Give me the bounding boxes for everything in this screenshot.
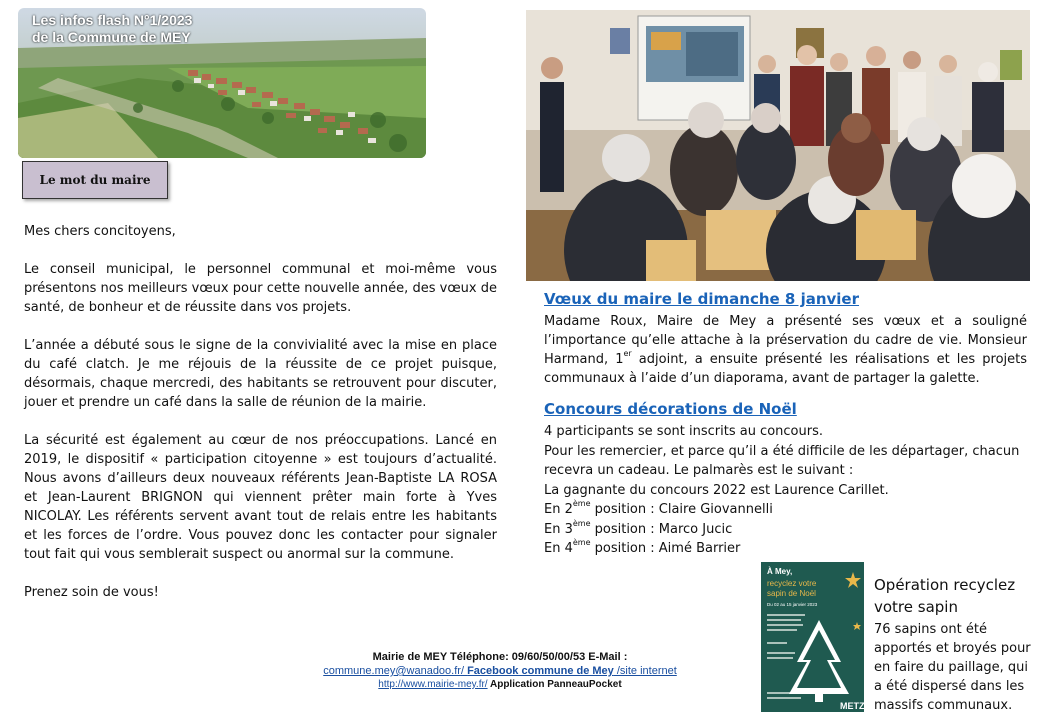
footer-separator: / [460, 665, 468, 677]
poster-brand: METZ [840, 701, 864, 711]
letter-paragraph-2: L’année a débuté sous le signe de la convivialité avec la mise en place du café clatch. Je me réjouis de la réussite de ce projet puisque, désormais, chaque mercredi, des habitants se retrouvent pour discuter, jouer et prendre un café dans la salle de réunion de la mairie. [24, 338, 497, 410]
footer-contact [280, 650, 720, 692]
concours-line-remerciements: Pour les remercier, et parce qu’il a été difficile de les départager, chacun recevra un cadeau. Le palmarès est le suivant : [544, 443, 1020, 478]
poster-headline-1: recyclez votre [767, 579, 817, 588]
rank-2-name: position : Claire Giovannelli [590, 502, 773, 517]
newsletter-title [32, 12, 292, 46]
voeux-text-part-b: adjoint, a ensuite présenté les réalisations et les projets communaux à l’aide d’un diaporama, avant de partager la galette. [544, 352, 1027, 386]
mot-du-maire-label: Le mot du maire [22, 161, 168, 199]
newsletter-title-line2: de la Commune de MEY [32, 29, 191, 45]
poster-headline-2: sapin de Noël [767, 589, 816, 598]
rank-3-prefix: En 3 [544, 521, 573, 537]
concours-rank-4 [544, 539, 1027, 559]
voeux-section-text [544, 312, 1027, 388]
rank-4-prefix: En 4 [544, 541, 573, 556]
letter-paragraph-1: Le conseil municipal, le personnel communal et moi-même vous présentons nos meilleurs vœux pour cette nouvelle année, des vœux de santé, de bonheur et de réussite dans vos projets. [24, 262, 497, 315]
concours-rank-2 [544, 500, 1027, 520]
poster-town: À Mey, [767, 567, 793, 576]
concours-line-participants: 4 participants se sont inscrits au concours. [544, 424, 823, 439]
recycle-text: 76 sapins ont été apportés et broyés pour en faire du paillage, qui a été dispersé dans les massifs communaux. [874, 622, 1031, 713]
voeux-event-photo [526, 10, 1030, 281]
footer-facebook-link[interactable]: Facebook commune de Mey [467, 665, 614, 677]
newsletter-title-line1: Les infos flash N°1/2023 [32, 12, 193, 28]
letter-closing: Prenez soin de vous! [24, 585, 159, 600]
footer-email-link[interactable]: commune.mey@wanadoo.fr [323, 665, 461, 677]
footer-site-label: /site internet [613, 665, 677, 677]
rank-3-name: position : Marco Jucic [590, 521, 733, 537]
concours-section-text [544, 422, 1027, 559]
recycle-title: Opération recyclez votre sapin [874, 576, 1016, 616]
footer-mairie-line: Mairie de MEY Téléphone: 09/60/50/00/53 E-Mail : [372, 651, 628, 663]
concours-section-title: Concours décorations de Noël [544, 400, 797, 418]
rank-2-superscript: ème [572, 499, 591, 508]
rank-4-name: position : Aimé Barrier [590, 541, 741, 556]
mayor-letter [24, 222, 497, 621]
voeux-text-superscript: er [623, 349, 632, 358]
voeux-text-part-a: Madame Roux, Maire de Mey a présenté ses vœux et a souligné l’importance qu’elle attache à la préservation du cadre de vie. Monsieur Harmand, 1 [544, 314, 1027, 367]
rank-2-prefix: En 2 [544, 502, 573, 517]
concours-rank-3 [544, 520, 1027, 540]
recycle-sapin-poster [761, 562, 864, 712]
footer-app-label: Application PanneauPocket [487, 679, 622, 690]
poster-dates: Du 02 au 15 janvier 2023 [767, 602, 818, 607]
footer-website-link[interactable]: http://www.mairie-mey.fr/ [378, 679, 488, 690]
voeux-section-title: Vœux du maire le dimanche 8 janvier [544, 290, 860, 308]
letter-paragraph-3: La sécurité est également au cœur de nos préoccupations. Lancé en 2019, le dispositif « participation citoyenne » est toujours d’actualité. Nous avons d’ailleurs deux nouveaux référents Jean-Baptiste LA ROSA et Jean-Laurent BRIGNON qui viennent prêter main forte à Yves NICOLAY. Les référents servent avant tout de relais entre les habitants et les forces de l’ordre. Vous pouvez donc les contacter pour signaler tout fait qui vous semblerait suspect ou anormal sur la commune. [24, 433, 497, 562]
letter-greeting: Mes chers concitoyens, [24, 224, 176, 239]
concours-line-winner: La gagnante du concours 2022 est Laurence Carillet. [544, 482, 889, 498]
rank-4-superscript: ème [572, 538, 591, 547]
rank-3-superscript: ème [572, 518, 591, 528]
